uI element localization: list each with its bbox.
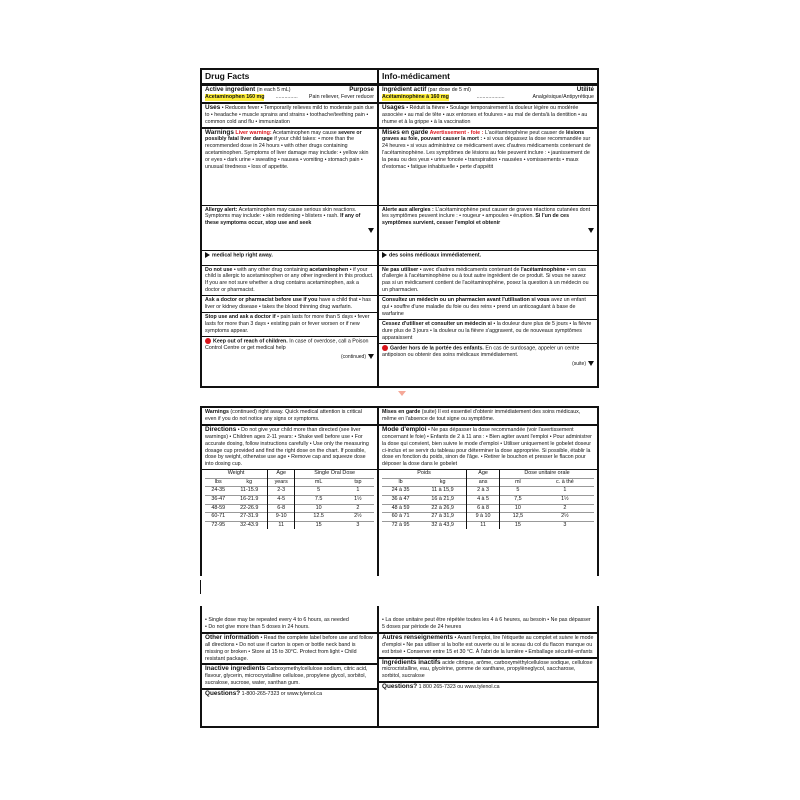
stop-use-heading: Stop use and ask a doctor if — [205, 313, 276, 320]
fr-allergy-heading: Alerte aux allergies : — [382, 206, 434, 213]
fr-stop-use-heading: Cessez d'utiliser et consulter un médecin si — [382, 320, 492, 327]
table-cell: 15 — [295, 521, 342, 529]
keep-out-text: In case of overdose, call a Poison Control Centre or get medical help — [205, 338, 369, 351]
table-row — [205, 496, 374, 505]
keep-out-section — [202, 336, 377, 361]
fr-table-subhead: kg — [419, 478, 466, 487]
continued-label — [341, 354, 374, 361]
fr-liver-warning-text-1: L'acétaminophène peut causer de — [484, 129, 565, 136]
table-cell: 12,5 — [500, 513, 536, 522]
other-information-heading: Other information — [205, 633, 259, 641]
fr-active-ingredient-purpose: Analgésique/Antipyrétique — [532, 93, 594, 100]
fr-questions-section — [379, 681, 597, 692]
table-cell: 16-21.9 — [231, 496, 267, 505]
table-subhead: tsp — [342, 478, 374, 487]
fr-liver-warning-heading: Avertissement - foie : — [429, 129, 484, 136]
medical-help-text: medical help right away. — [212, 251, 273, 258]
directions-text: • Do not give your child more than directed (see liver warnings) • Children ages 2-11 years: • Shake well before use • For accurate dosing, follow instructions carefully • Use only the measuring dosage cup provided and find the right dose on the chart. If possible, dose by weight, otherwise use age • Remove cap and squeeze dose into dosing cup. — [205, 426, 369, 468]
table-cell: 6-8 — [268, 504, 295, 513]
stop-use-text: • pain lasts for more than 5 days • fever lasts for more than 3 days • existing pain or fever worsen or if new symptoms appear. — [205, 313, 370, 334]
fr-table-subhead: ml — [500, 478, 536, 487]
table-cell: 9 à 10 — [467, 513, 500, 522]
continue-down-arrow-icon — [368, 228, 374, 233]
fr-warnings-continued-text: Il est essentiel d'obtenir immédiatement des soins médicaux, même en l'absence de tout signe ou symptôme. — [382, 409, 581, 422]
left-margin-mark — [200, 580, 201, 594]
table-cell: 9-10 — [268, 513, 295, 522]
uses-heading: Uses — [205, 103, 221, 111]
active-ingredient-sub: (in each 5 mL) — [256, 87, 291, 93]
stop-use-section — [202, 312, 377, 336]
do-not-use-text-1: • with any other drug containing — [233, 266, 308, 273]
fr-keep-out-section — [379, 343, 597, 368]
fr-table-row — [382, 496, 594, 505]
purpose-heading: Purpose — [349, 86, 374, 93]
dosage-table — [202, 469, 377, 529]
fr-warnings-section — [379, 127, 597, 205]
panel2-english-column — [202, 408, 379, 576]
directions-section — [202, 424, 377, 469]
fr-continue-right-arrow-icon — [382, 252, 387, 258]
table-cell: 3 — [536, 521, 594, 529]
panel3-french-column — [379, 606, 597, 726]
table-subhead: mL — [295, 478, 342, 487]
panel3-english-column — [202, 606, 379, 726]
drug-facts-panel-3 — [200, 606, 599, 728]
fr-purpose-heading: Utilité — [576, 86, 594, 93]
fr-questions-phone: 1 800 265-7323 ou www.tylenol.ca — [418, 684, 500, 691]
fr-warnings-continued-heading: Mises en garde — [382, 409, 421, 415]
table-cell: 11 à 15,9 — [419, 487, 466, 496]
inactive-ingredients-heading: Inactive ingredients — [205, 665, 266, 673]
fr-do-not-use-bold: l'acétaminophène — [520, 266, 566, 273]
fr-warnings-heading: Mises en garde — [382, 128, 429, 136]
fr-allergy-text: L'acétaminophène peut causer de graves réactions cutanées dont les symptômes peuvent inclure : • rougeur • ampoules • éruption. — [382, 206, 591, 220]
table-cell: 32 à 43,9 — [419, 521, 466, 529]
fr-continued-label — [572, 361, 594, 368]
table-cell: 11 — [467, 521, 500, 529]
continue-right-arrow-icon — [205, 252, 210, 258]
fr-stop-use-section — [379, 319, 597, 343]
active-ingredient-purpose: Pain reliever, Fever reducer — [308, 93, 374, 100]
ask-doctor-heading: Ask a doctor or pharmacist before use if you — [205, 297, 318, 304]
fr-do-not-use-heading: Ne pas utiliser — [382, 266, 419, 273]
liver-warning-bold: severe or possibly fatal liver damage — [205, 129, 362, 143]
table-row — [205, 504, 374, 513]
table-cell: 1½ — [536, 496, 594, 505]
fr-table-row — [382, 504, 594, 513]
table-cell: 7.5 — [295, 496, 342, 505]
fr-other-information-section — [379, 632, 597, 657]
active-ingredient-section — [202, 86, 377, 102]
other-information-section — [202, 632, 377, 664]
fr-keep-out-text: En cas de surdosage, appeler un centre antipoison ou obtenir des soins médicaux immédiatement. — [382, 345, 580, 358]
fr-table-row — [382, 487, 594, 496]
table-subhead: kg — [231, 478, 267, 487]
table-cell: 36 à 47 — [382, 496, 419, 505]
fr-active-ingredient-dots: ................... — [476, 93, 505, 100]
liver-warning-text-2: if your child takes: • more than the recommended dose in 24 hours • with other drugs containing acetaminophen. Symptoms of liver damage may include: • yellow skin or eyes • dark urine • sweating • nausea • vomiting • stomach pain • unusual tiredness • loss of appetite. — [205, 136, 369, 171]
fr-table-subhead: c. à thé — [536, 478, 594, 487]
fr-table-head-age: Âge — [467, 470, 500, 478]
other-information-text: • Read the complete label before use and follow all directions • Do not use if carton is open or bottle neck band is missing or broken • Store at 15 to 30°C. Protect from light • Child resistant package. — [205, 634, 373, 662]
table-cell: 22-26.9 — [231, 504, 267, 513]
fr-active-ingredient-name: Acétaminophène à 160 mg — [382, 93, 449, 100]
table-row — [205, 521, 374, 529]
fr-dose-repeat-section — [379, 606, 597, 632]
fr-table-subhead: lb — [382, 478, 419, 487]
do-not-use-text-2: • if your child is allergic to acetaminophen or any other ingredient in this product. If you are not sure whether a drug contains acetaminophen, ask a doctor or pharmacist. — [205, 266, 374, 294]
table-cell: 3 — [342, 521, 374, 529]
fr-stop-use-text: • la douleur dure plus de 5 jours • la fièvre dure plus de 3 jours • la douleur ou la fièvre s'aggravent, ou de nouveaux symptômes apparaissent — [382, 320, 592, 341]
warnings-continued-section — [202, 408, 377, 424]
table-cell: 15 — [500, 521, 536, 529]
fr-active-ingredient-sub: (par dose de 5 ml) — [427, 87, 471, 93]
table-cell: 27-31.9 — [231, 513, 267, 522]
drug-facts-title: Drug Facts — [202, 70, 377, 86]
fr-directions-section — [379, 424, 597, 469]
table-row — [205, 487, 374, 496]
table-cell: 22 à 26,9 — [419, 504, 466, 513]
table-cell: 11 — [268, 521, 295, 529]
uses-section — [202, 102, 377, 127]
table-cell: 10 — [500, 504, 536, 513]
table-head-dose: Single Oral Dose — [314, 470, 356, 477]
do-not-use-heading: Do not use — [205, 266, 233, 273]
allergy-heading: Allergy alert: — [205, 206, 238, 213]
table-subhead: years — [268, 478, 295, 487]
fr-do-not-use-section — [379, 265, 597, 296]
uses-text: • Reduces fever • Temporarily relieves mild to moderate pain due to • headache • muscle sprains and strains • toothache/teething pain • common cold and flu • immunization — [205, 104, 374, 125]
dose-max-text: • Do not give more than 5 doses in 24 hours. — [205, 623, 310, 630]
inactive-ingredients-text: Carboxymethylcellulose sodium, citric acid, flavour, glycerin, microcrystalline cellulose, propylene glycol, sorbitol, sucralose, sucrose, water, xanthan gum. — [205, 666, 368, 687]
fr-active-ingredient-section — [379, 86, 597, 102]
fr-table-head-weight: Poids — [382, 470, 467, 478]
warnings-continued-label: (continued) — [230, 409, 257, 415]
table-cell: 2½ — [536, 513, 594, 522]
panel-arrow-icon — [398, 391, 406, 396]
table-cell: 1½ — [342, 496, 374, 505]
fr-alert-dot-icon — [382, 345, 388, 351]
table-cell: 32-43.9 — [231, 521, 267, 529]
continued-arrow-icon — [368, 354, 374, 359]
liver-warning-text-1: Acetaminophen may cause — [272, 129, 337, 136]
do-not-use-section — [202, 265, 377, 296]
table-row — [205, 513, 374, 522]
fr-table-head-dose: Dose unitaire orale — [524, 470, 570, 477]
fr-uses-heading: Usages — [382, 103, 405, 111]
panel1-english-column — [202, 70, 379, 386]
fr-inactive-ingredients-section — [379, 657, 597, 682]
active-ingredient-name: Acetaminophen 160 mg — [205, 93, 265, 100]
fr-ask-doctor-heading: Consultez un médecin ou un pharmacien avant l'utilisation si vous — [382, 297, 550, 304]
warnings-section — [202, 127, 377, 205]
fr-ask-doctor-section — [379, 295, 597, 319]
allergy-bold: If any of these symptoms occur, stop use and seek — [205, 213, 361, 227]
table-cell: 24 à 35 — [382, 487, 419, 496]
questions-section — [202, 688, 377, 699]
do-not-use-bold: acetaminophen — [309, 266, 349, 273]
questions-phone: 1-800-265-7323 or www.tylenol.ca — [241, 691, 323, 698]
fr-dose-repeat-text: • La dose unitaire peut être répétée toutes les 4 à 6 heures, au besoin • Ne pas dépasser 5 doses par période de 24 heures — [382, 617, 591, 630]
fr-table-row — [382, 521, 594, 529]
fr-do-not-use-text-1: • avec d'autres médicaments contenant de — [419, 266, 520, 273]
fr-keep-out-heading: Garder hors de la portée des enfants. — [390, 345, 484, 351]
fr-do-not-use-text-2: • en cas d'allergie à l'acétaminophène ou à tout autre ingrédient de ce produit. Si vous ne savez pas si un médicament contient de l'acétaminophène, posez la question à un médecin ou un pharmacien. — [382, 266, 589, 294]
drug-facts-panel-2 — [200, 406, 599, 576]
medical-help-section — [202, 250, 377, 265]
fr-other-information-text: • Avant l'emploi, lire l'étiquette au complet et suivre le mode d'emploi • Ne pas utiliser si la boîte est ouverte ou si le sceau du col du flacon manque ou est brisé • Conserver entre 15 et 30 °C. À l'abri de la lumière • Emballage sécurité-enfants — [382, 634, 594, 655]
table-cell: 5 — [500, 487, 536, 496]
panel2-french-column — [379, 408, 597, 576]
fr-medical-help-text: des soins médicaux immédiatement. — [389, 251, 482, 258]
table-subhead: lbs — [205, 478, 231, 487]
fr-continue-down-arrow-icon — [588, 228, 594, 233]
fr-inactive-ingredients-text: acide citrique, arôme, carboxyméthylcellulose sodique, cellulose microcristalline, eau, glycérine, gomme de xanthane, propylèneglycol, saccharose, sorbitol, sucralose — [382, 659, 593, 680]
fr-questions-heading: Questions? — [382, 683, 418, 691]
table-cell: 24-35 — [205, 487, 231, 496]
table-cell: 2 à 3 — [467, 487, 500, 496]
fr-active-ingredient-heading: Ingrédient actif — [382, 86, 427, 93]
table-cell: 10 — [295, 504, 342, 513]
fr-table-row — [382, 513, 594, 522]
ask-doctor-section — [202, 295, 377, 312]
fr-table-subhead: ans — [467, 478, 500, 487]
table-cell: 48-59 — [205, 504, 231, 513]
table-cell: 72-95 — [205, 521, 231, 529]
allergy-text: Acetaminophen may cause serious skin reactions. Symptoms may include: • skin reddening • blisters • rash. — [205, 206, 357, 220]
table-cell: 2 — [342, 504, 374, 513]
table-cell: 60-71 — [205, 513, 231, 522]
drug-facts-panel-1 — [200, 68, 599, 388]
keep-out-heading: Keep out of reach of children. — [213, 338, 288, 345]
warnings-continued-heading: Warnings — [205, 409, 229, 415]
table-cell: 6 à 8 — [467, 504, 500, 513]
active-ingredient-dots: ............... — [275, 93, 298, 100]
table-head-weight: Weight — [205, 470, 268, 478]
fr-medical-help-section — [379, 250, 597, 265]
table-cell: 2-3 — [268, 487, 295, 496]
table-cell: 36-47 — [205, 496, 231, 505]
fr-uses-section — [379, 102, 597, 127]
warnings-heading: Warnings — [205, 128, 234, 136]
fr-drug-facts-title: Info-médicament — [379, 70, 597, 86]
table-cell: 5 — [295, 487, 342, 496]
active-ingredient-heading: Active ingredient — [205, 86, 256, 93]
panel1-french-column — [379, 70, 597, 386]
table-cell: 1 — [342, 487, 374, 496]
table-cell: 60 à 71 — [382, 513, 419, 522]
table-cell: 27 à 31,9 — [419, 513, 466, 522]
fr-ask-doctor-text: avez un enfant qui • souffre d'une maladie du foie ou des reins • prend un anticoagulant à base de warfarine — [382, 297, 586, 317]
table-cell: 2½ — [342, 513, 374, 522]
questions-heading: Questions? — [205, 690, 241, 698]
table-cell: 2 — [536, 504, 594, 513]
fr-other-information-heading: Autres renseignements — [382, 633, 454, 641]
directions-heading: Directions — [205, 425, 237, 433]
fr-directions-heading: Mode d'emploi — [382, 425, 427, 433]
fr-inactive-ingredients-heading: Ingrédients inactifs — [382, 658, 441, 666]
table-cell: 4-5 — [268, 496, 295, 505]
dose-repeat-text: • Single dose may be repeated every 4 to 6 hours, as needed — [205, 617, 349, 623]
fr-uses-text: • Réduit la fièvre • Soulage temporairement la douleur légère ou modérée associée • au mal de tête • aux entorses et foulures • au mal de dents/à la dentition • au rhume et à la grippe • à la vaccination — [382, 104, 588, 125]
warnings-continued-text: right away. Quick medical attention is critical even if you do not notice any signs or symptoms. — [205, 409, 362, 422]
alert-dot-icon — [205, 338, 211, 344]
table-cell: 48 à 59 — [382, 504, 419, 513]
table-cell: 1 — [536, 487, 594, 496]
fr-allergy-section — [379, 205, 597, 250]
table-cell: 72 à 95 — [382, 521, 419, 529]
fr-continued-text: (suite) — [572, 360, 586, 367]
table-cell: 11-15.9 — [231, 487, 267, 496]
inactive-ingredients-section — [202, 663, 377, 688]
fr-liver-warning-bold: lésions graves au foie, pouvant causer la mort : — [382, 129, 585, 143]
table-cell: 16 à 21,9 — [419, 496, 466, 505]
liver-warning-heading: Liver warning: — [235, 129, 272, 136]
ask-doctor-text: have a child that • has liver or kidney disease • takes the blood thinning drug warfarin. — [205, 297, 371, 311]
fr-liver-warning-text-2: • si vous dépassez la dose recommandée sur 24 heures • si vous administrez ce médicament avec d'autres médicaments contenant de l'acétaminophène. Les symptômes de lésions au foie peuvent inclure : • jaunissement de la peau ou des yeux • urine foncée • transpiration • nausées • vomissements • maux d'estomac • fatigue inhabituelle • perte d'appétit — [382, 136, 591, 171]
dose-repeat-section — [202, 606, 377, 632]
table-head-age: Age — [268, 470, 295, 478]
fr-continued-arrow-icon — [588, 361, 594, 366]
fr-allergy-bold: Si l'un de ces symptômes survient, cesser l'emploi et obtenir — [382, 213, 570, 227]
table-cell: 4 à 5 — [467, 496, 500, 505]
table-cell: 7,5 — [500, 496, 536, 505]
fr-warnings-continued-section — [379, 408, 597, 424]
fr-directions-text: • Ne pas dépasser la dose recommandée (voir l'avertissement concernant le foie) • Enfants de 2 à 11 ans : • Bien agiter avant l'emploi • Pour administrer la dose qui convient, bien suivre le mode d'emploi • Utiliser uniquement le gobelet doseur ci-inclus et se servir du tableau pour déterminer la dose appropriée. Si possible, établir la dose en fonction du poids, sinon de l'âge. • Retirer le bouchon et presser le flacon pour déposer la dose dans le gobelet — [382, 426, 592, 468]
fr-dosage-table — [379, 469, 597, 529]
table-cell: 12.5 — [295, 513, 342, 522]
allergy-section — [202, 205, 377, 250]
fr-warnings-continued-label: (suite) — [421, 409, 437, 415]
continued-text: (continued) — [340, 353, 366, 360]
